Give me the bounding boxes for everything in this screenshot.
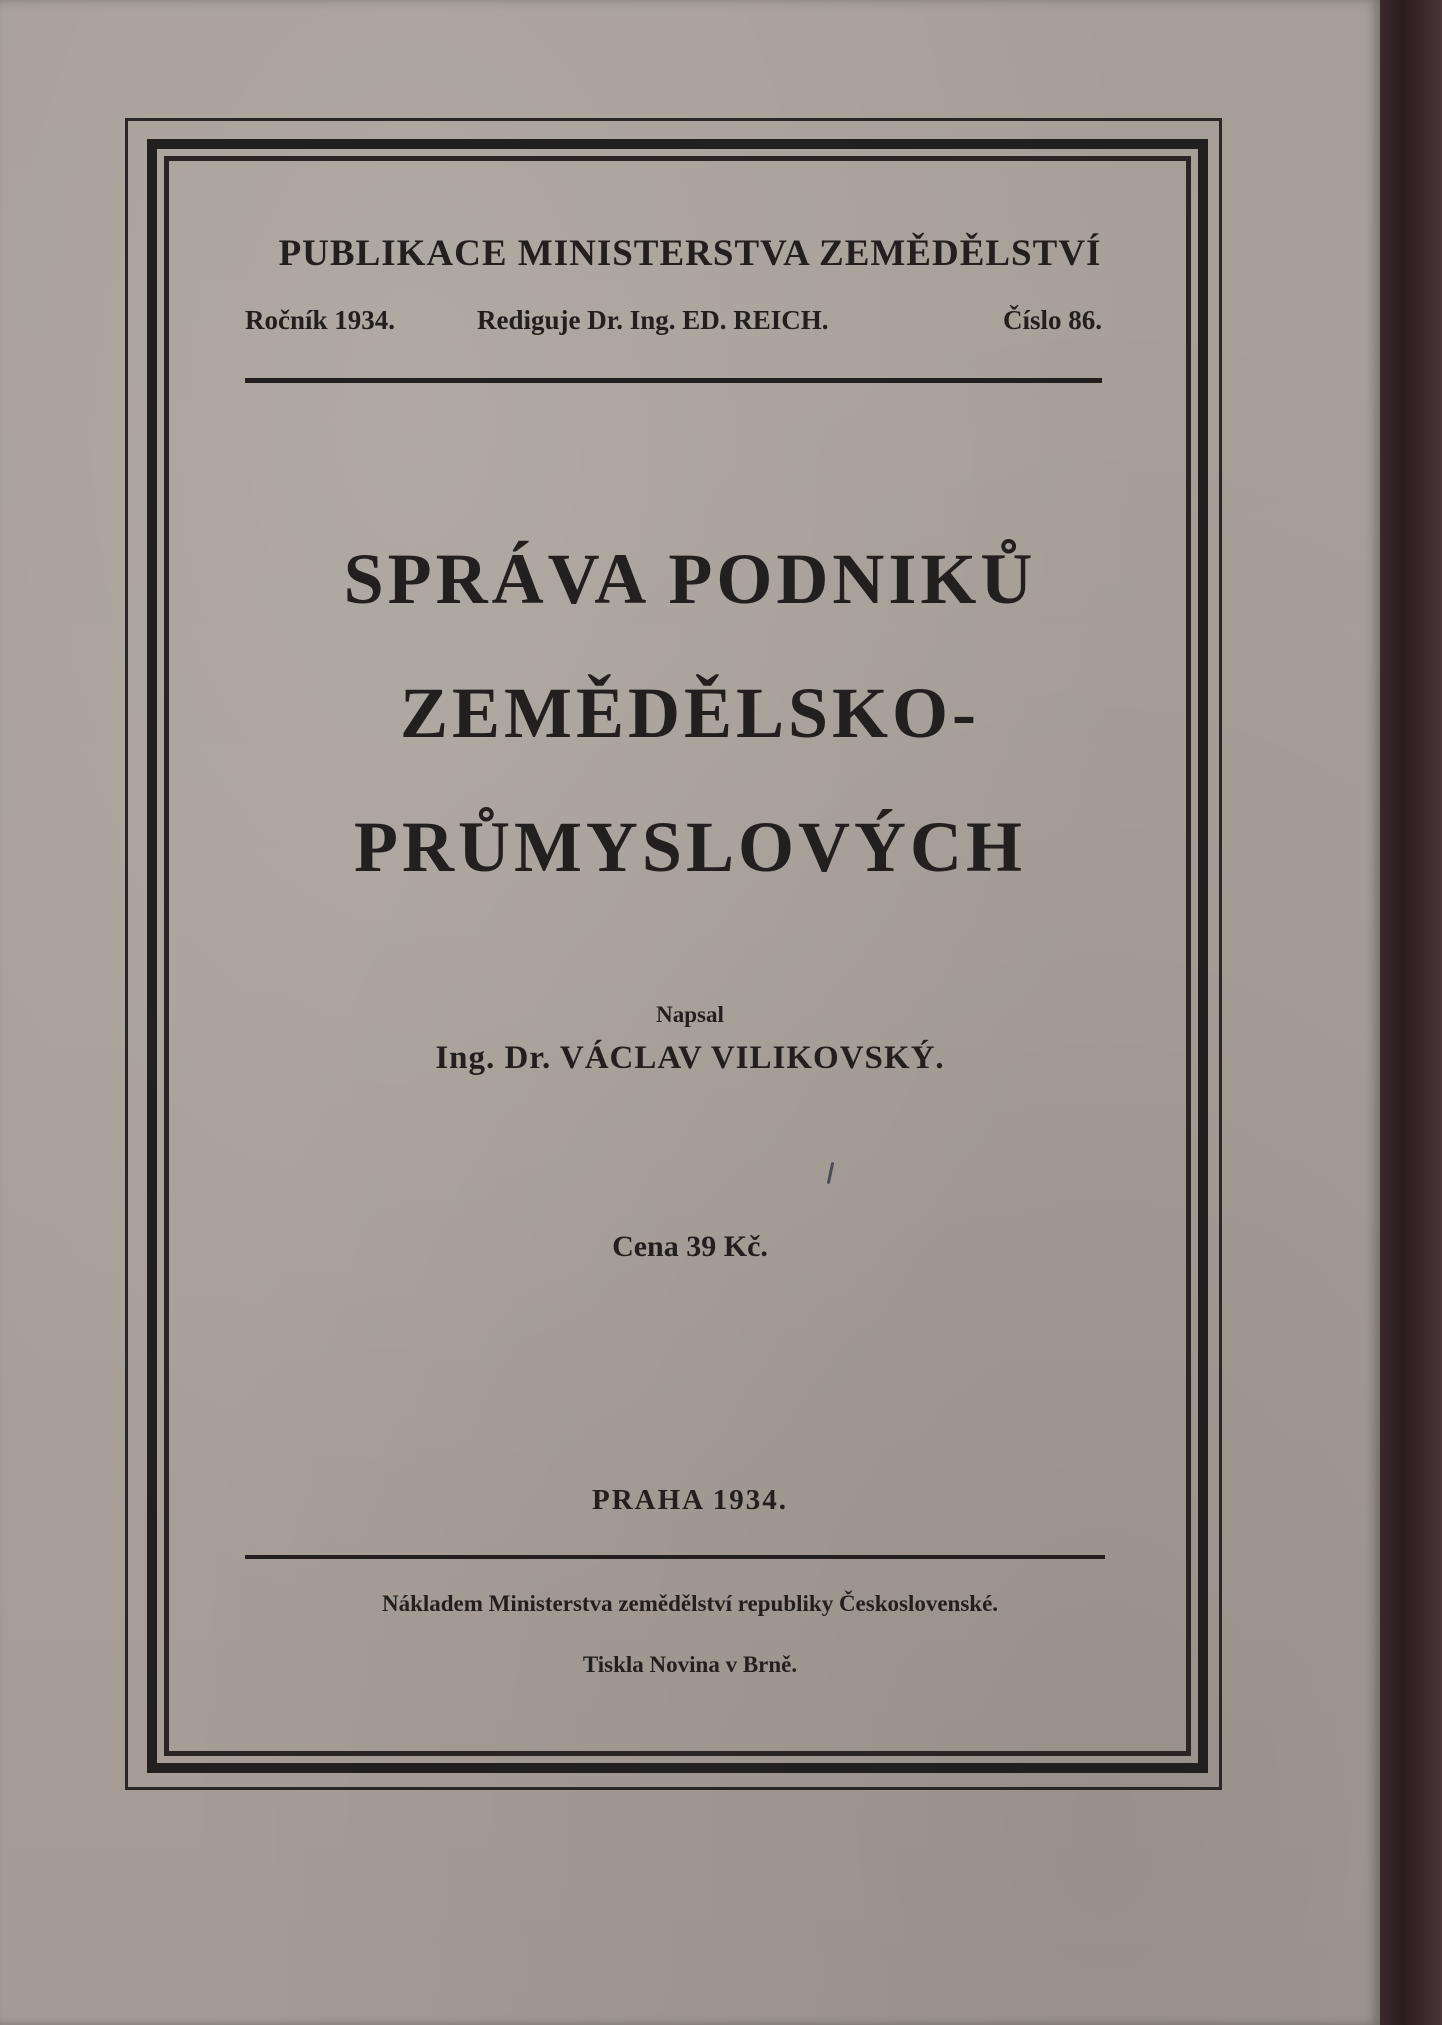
book-title-line-1: SPRÁVA PODNIKŮ bbox=[343, 539, 1037, 619]
issue-number: Číslo 86. bbox=[1002, 305, 1102, 335]
publisher-line: Nákladem Ministerstva zemědělství republiky Československé. bbox=[381, 1591, 999, 1616]
book-title-line-2: ZEMĚDĚLSKO- bbox=[399, 673, 981, 753]
printer-line: Tiskla Novina v Brně. bbox=[582, 1652, 798, 1677]
bottom-divider bbox=[245, 1555, 1105, 1559]
series-meta-row bbox=[245, 305, 1102, 345]
place-and-year: PRAHA 1934. bbox=[592, 1484, 788, 1516]
book-title-line-3: PRŮMYSLOVÝCH bbox=[354, 807, 1026, 887]
volume-year: Ročník 1934. bbox=[245, 305, 396, 335]
editor-credit: Rediguje Dr. Ing. ED. REICH. bbox=[477, 305, 829, 335]
byline-label: Napsal bbox=[656, 1002, 724, 1027]
author-name: Ing. Dr. VÁCLAV VILIKOVSKÝ. bbox=[435, 1040, 945, 1076]
top-divider bbox=[245, 378, 1102, 383]
background-edge bbox=[1378, 0, 1442, 2025]
price-label: Cena 39 Kč. bbox=[612, 1230, 768, 1263]
series-title: PUBLIKACE MINISTERSTVA ZEMĚDĚLSTVÍ bbox=[278, 233, 1102, 274]
